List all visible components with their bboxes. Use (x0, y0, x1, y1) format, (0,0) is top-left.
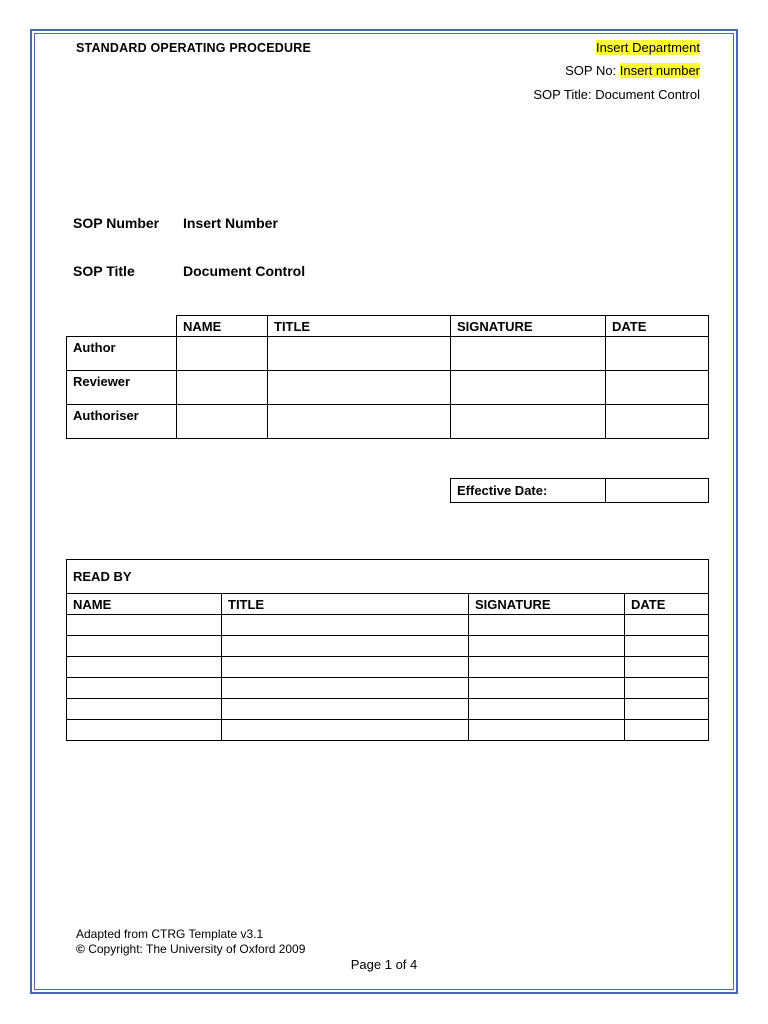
reviewer-date-cell[interactable] (606, 371, 709, 405)
read-by-row (67, 699, 709, 720)
read-by-name-cell[interactable] (67, 636, 222, 657)
read-by-row (67, 678, 709, 699)
read-by-signature-cell[interactable] (469, 615, 625, 636)
read-by-signature-cell[interactable] (469, 657, 625, 678)
read-by-title-cell[interactable] (222, 636, 469, 657)
authoriser-title-cell[interactable] (268, 405, 451, 439)
read-by-table (66, 559, 709, 741)
read-by-title-cell[interactable] (222, 720, 469, 741)
author-name-cell[interactable] (177, 337, 268, 371)
document-type-title: STANDARD OPERATING PROCEDURE (76, 41, 312, 55)
read-by-name-cell[interactable] (67, 657, 222, 678)
footer-copyright (76, 942, 305, 956)
reviewer-name-cell[interactable] (177, 371, 268, 405)
signoff-col-name: NAME (177, 316, 268, 337)
authoriser-signature-cell[interactable] (451, 405, 606, 439)
sop-title-label: SOP Title (73, 263, 135, 279)
reviewer-title-cell[interactable] (268, 371, 451, 405)
department-line (596, 40, 700, 55)
author-title-cell[interactable] (268, 337, 451, 371)
read-by-title-cell[interactable] (222, 678, 469, 699)
signoff-col-signature: SIGNATURE (451, 316, 606, 337)
read-by-row (67, 657, 709, 678)
read-by-signature-cell[interactable] (469, 699, 625, 720)
sop-title-line: SOP Title: Document Control (533, 87, 700, 102)
read-by-name-cell[interactable] (67, 615, 222, 636)
author-signature-cell[interactable] (451, 337, 606, 371)
page-border-inner (34, 33, 734, 990)
author-date-cell[interactable] (606, 337, 709, 371)
department-placeholder: Insert Department (595, 40, 700, 55)
read-by-date-cell[interactable] (625, 657, 709, 678)
read-by-name-cell[interactable] (67, 699, 222, 720)
read-by-date-cell[interactable] (625, 615, 709, 636)
read-by-title-cell[interactable] (222, 615, 469, 636)
sop-number-label: SOP Number (73, 215, 160, 231)
copyright-text: Copyright: The University of Oxford 2009 (88, 942, 306, 956)
read-by-row (67, 615, 709, 636)
signoff-table (66, 315, 709, 439)
read-by-title: READ BY (67, 560, 709, 594)
read-by-title-cell[interactable] (222, 699, 469, 720)
signoff-corner-cell (67, 316, 177, 337)
reviewer-signature-cell[interactable] (451, 371, 606, 405)
read-by-name-cell[interactable] (67, 720, 222, 741)
read-by-row (67, 636, 709, 657)
read-by-date-cell[interactable] (625, 636, 709, 657)
read-by-date-cell[interactable] (625, 678, 709, 699)
read-by-date-cell[interactable] (625, 720, 709, 741)
authoriser-name-cell[interactable] (177, 405, 268, 439)
sop-number-value: Insert Number (183, 215, 278, 231)
read-by-signature-cell[interactable] (469, 636, 625, 657)
sop-no-line (565, 63, 700, 78)
effective-date-value[interactable] (606, 479, 709, 503)
sop-title-value: Document Control (183, 263, 306, 279)
signoff-row-authoriser (67, 405, 709, 439)
read-by-col-date: DATE (625, 594, 709, 615)
read-by-signature-cell[interactable] (469, 720, 625, 741)
read-by-col-title: TITLE (222, 594, 469, 615)
authoriser-date-cell[interactable] (606, 405, 709, 439)
read-by-col-name: NAME (67, 594, 222, 615)
footer-adapted-note: Adapted from CTRG Template v3.1 (76, 927, 264, 941)
sop-no-label: SOP No: (565, 63, 617, 78)
page-number: Page 1 of 4 (350, 957, 418, 972)
effective-date-label: Effective Date: (451, 479, 606, 503)
signoff-header-row (67, 316, 709, 337)
sop-no-placeholder: Insert number (619, 63, 700, 78)
read-by-col-signature: SIGNATURE (469, 594, 625, 615)
signoff-row-author (67, 337, 709, 371)
signoff-row-label: Authoriser (67, 405, 177, 439)
effective-date-table (450, 478, 709, 503)
copyright-symbol: © (76, 942, 85, 956)
signoff-row-label: Author (67, 337, 177, 371)
signoff-row-reviewer (67, 371, 709, 405)
signoff-col-date: DATE (606, 316, 709, 337)
signoff-row-label: Reviewer (67, 371, 177, 405)
read-by-row (67, 720, 709, 741)
read-by-date-cell[interactable] (625, 699, 709, 720)
read-by-signature-cell[interactable] (469, 678, 625, 699)
read-by-header-row (67, 594, 709, 615)
signoff-col-title: TITLE (268, 316, 451, 337)
read-by-name-cell[interactable] (67, 678, 222, 699)
read-by-title-cell[interactable] (222, 657, 469, 678)
